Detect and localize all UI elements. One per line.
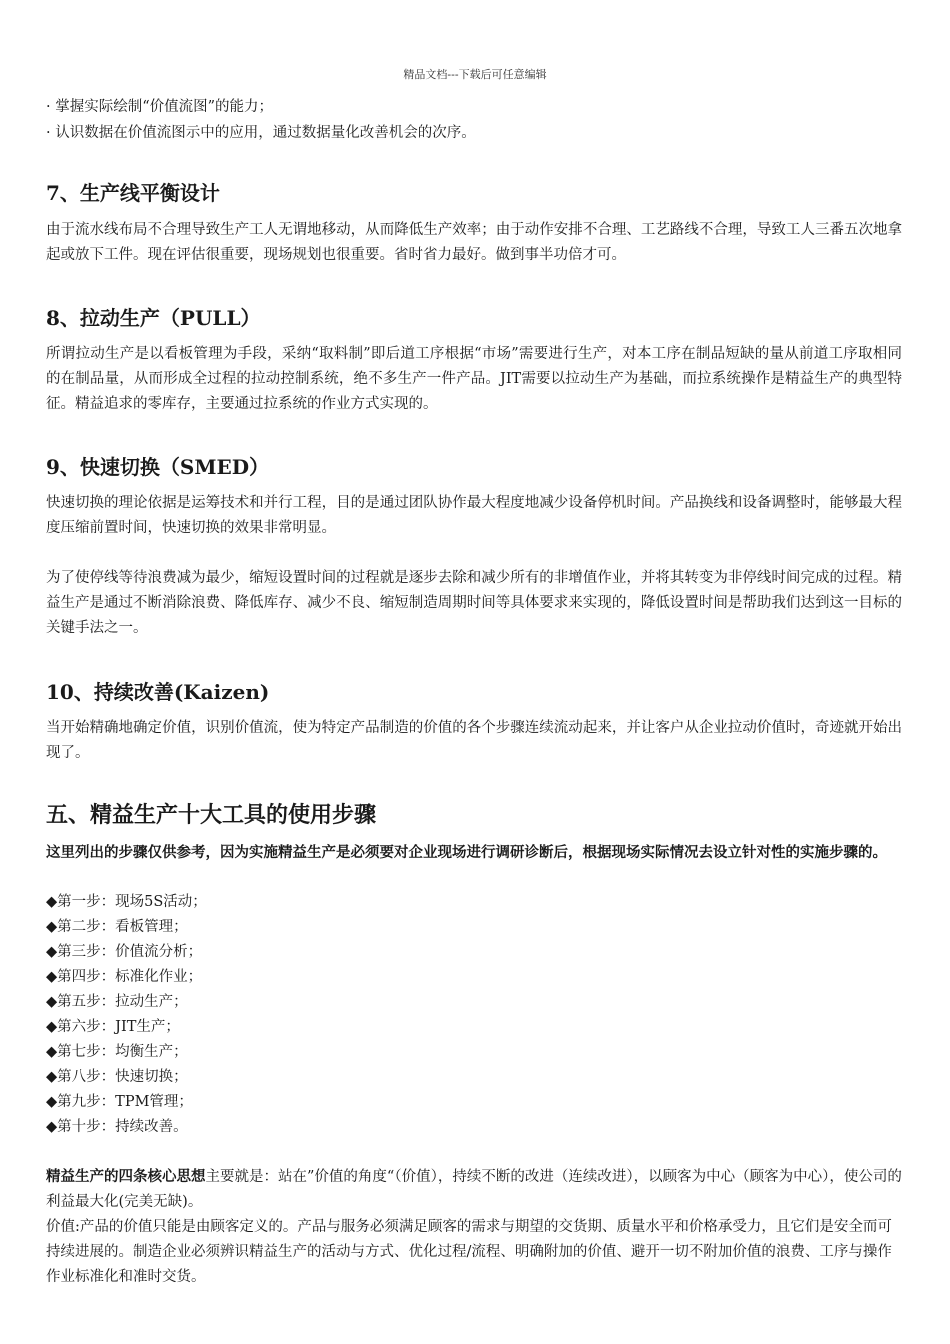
chapter-5-title: 五、精益生产十大工具的使用步骤 [46,802,377,828]
section-10-text: 当开始精确地确定价值，识别价值流，使为特定产品制造的价值的各个步骤连续流动起来，并让客户从企业拉动价值时，奇迹就开始出现了。 [46,720,902,761]
section-9-text-1: 快速切换的理论依据是运筹技术和并行工程，目的是通过团队协作最大程度地减少设备停机时间。产品换线和设备调整时，能够最大程度压缩前置时间，快速切换的效果非常明显。 [46,495,902,536]
section-7-title: 7、生产线平衡设计 [46,181,220,205]
core-ideas-paragraph [46,1164,902,1215]
core-ideas-lead: 精益生产的四条核心思想 [46,1168,206,1185]
section-10-title: 10、持续改善(Kaizen) [46,680,270,704]
list-item: ◆第五步：拉动生产； [46,994,188,1010]
list-item: ◆第九步：TPM管理； [46,1094,193,1110]
list-item: ◆第四步：标准化作业； [46,969,203,985]
list-item: ◆第六步：JIT生产； [46,1019,180,1035]
section-8-title: 8、拉动生产（PULL） [46,306,261,330]
list-item: ◆第二步：看板管理； [46,919,188,935]
list-item: ◆第七步：均衡生产； [46,1044,188,1060]
core-ideas-text: 主要就是：站在”价值的角度“（价值），持续不断的改进（连续改进），以顾客为中心（顾客为中心），使公司的利益最大化(完美无缺)。 [46,1169,902,1210]
steps-list [46,890,902,1140]
section-9-title: 9、快速切换（SMED） [46,455,270,479]
header-watermark: 精品文档---下载后可任意编辑 [403,68,547,81]
section-9-text-2: 为了使停线等待浪费减为最少，缩短设置时间的过程就是逐步去除和减少所有的非增值作业，并将其转变为非停线时间完成的过程。精益生产是通过不断消除浪费、降低库存、减少不良、缩短制造周期时间等具体要求来实现的，降低设置时间是帮助我们达到这一目标的关键手法之一。 [46,570,902,636]
section-8-text: 所谓拉动生产是以看板管理为手段，采纳“取料制”即后道工序根据“市场”需要进行生产，对本工序在制品短缺的量从前道工序取相同的在制品量，从而形成全过程的拉动控制系统，绝不多生产一件产品。JIT需要以拉动生产为基础，而拉系统操作是精益生产的典型特征。精益追求的零库存，主要通过拉系统的作业方式实现的。 [46,346,902,412]
bullet-item: · 认识数据在价值流图示中的应用，通过数据量化改善机会的次序。 [46,125,476,141]
value-paragraph: 价值:产品的价值只能是由顾客定义的。产品与服务必须满足顾客的需求与期望的交货期、质量水平和价格承受力，且它们是安全而可持续进展的。制造企业必须辨识精益生产的活动与方式、优化过程/流程、明确附加的价值、避开一切不附加价值的浪费、工序与操作作业标准化和准时交货。 [46,1219,892,1285]
list-item: ◆第八步：快速切换； [46,1069,188,1085]
core-ideas-block [46,1164,902,1290]
list-item: ◆第一步：现场5S活动； [46,894,207,910]
list-item: ◆第三步：价值流分析； [46,944,203,960]
list-item: ◆第十步：持续改善。 [46,1119,188,1135]
bullet-item: · 掌握实际绘制“价值流图”的能力； [46,99,274,115]
section-7-text: 由于流水线布局不合理导致生产工人无谓地移动，从而降低生产效率；由于动作安排不合理、工艺路线不合理，导致工人三番五次地拿起或放下工件。现在评估很重要，现场规划也很重要。省时省力最好。做到事半功倍才可。 [46,222,902,263]
top-bullet-list [46,94,906,146]
chapter-5-intro: 这里列出的步骤仅供参考，因为实施精益生产是必须要对企业现场进行调研诊断后，根据现场实际情况去设立针对性的实施步骤的。 [46,844,887,861]
